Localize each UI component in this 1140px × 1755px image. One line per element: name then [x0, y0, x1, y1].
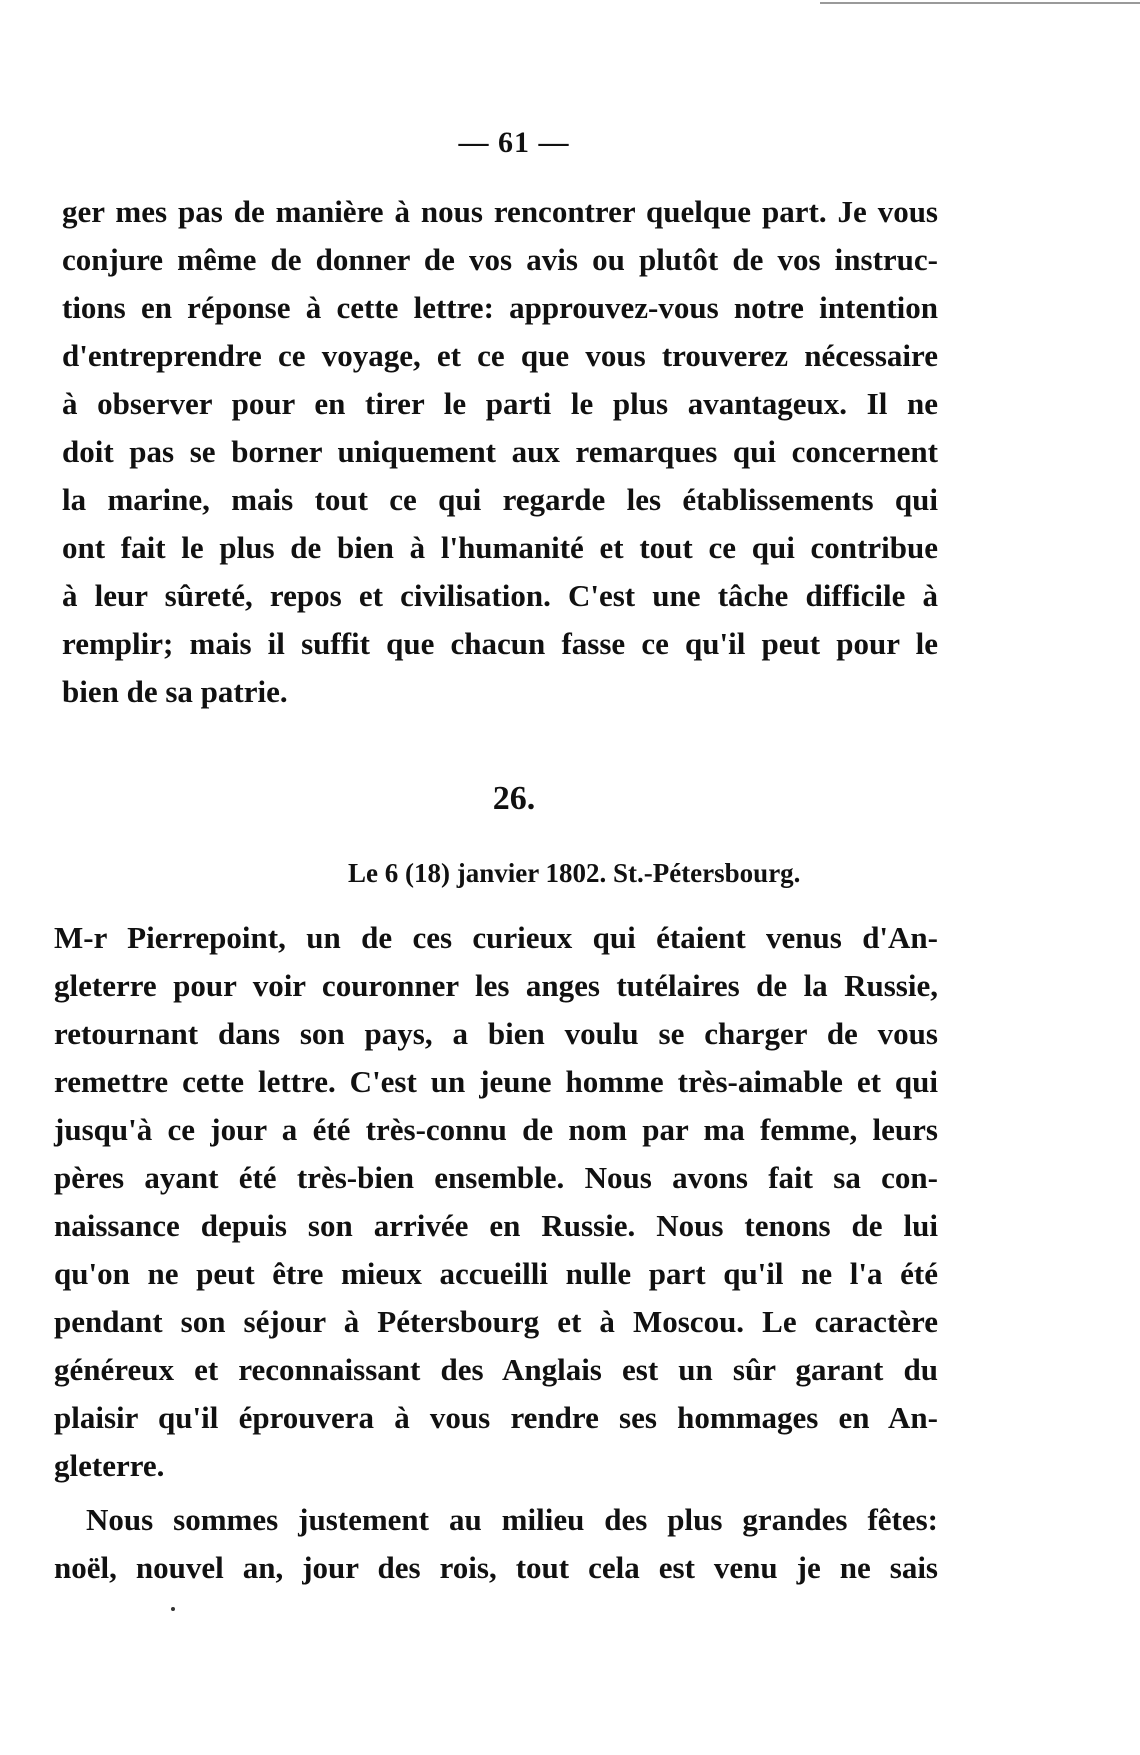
paragraph-3-line-2: noël, nouvel an, jour des rois, tout cela est venu je ne sais [54, 1550, 938, 1585]
paragraph-2-line-3: retournant dans son pays, a bien voulu se charger de vous [54, 1016, 938, 1051]
paragraph-2-line-1: M-r Pierrepoint, un de ces curieux qui étaient venus d'An- [54, 920, 938, 955]
paragraph-2-line-8: qu'on ne peut être mieux accueilli nulle part qu'il ne l'a été [54, 1256, 938, 1291]
paragraph-2-line-10: généreux et reconnaissant des Anglais est un sûr garant du [54, 1352, 938, 1387]
paragraph-2-line-5: jusqu'à ce jour a été très-connu de nom par ma femme, leurs [54, 1112, 938, 1147]
ink-speck [171, 1607, 175, 1611]
paragraph-1-line-10: remplir; mais il suffit que chacun fasse ce qu'il peut pour le [62, 626, 938, 661]
paragraph-2-line-11: plaisir qu'il éprouvera à vous rendre ses hommages en An- [54, 1400, 938, 1435]
paragraph-1-line-1: ger mes pas de manière à nous rencontrer quelque part. Je vous [62, 194, 938, 229]
paragraph-2-line-2: gleterre pour voir couronner les anges tutélaires de la Russie, [54, 968, 938, 1003]
page-number: — 61 — [458, 126, 570, 159]
paragraph-1-line-6: doit pas se borner uniquement aux remarques qui concernent [62, 434, 938, 469]
paragraph-2-line-9: pendant son séjour à Pétersbourg et à Moscou. Le caractère [54, 1304, 938, 1339]
paragraph-1-line-11: bien de sa patrie. [62, 674, 288, 709]
paragraph-1-line-5: à observer pour en tirer le parti le plus avantageux. Il ne [62, 386, 938, 421]
paragraph-2-line-6: pères ayant été très-bien ensemble. Nous avons fait sa con- [54, 1160, 938, 1195]
paragraph-2-line-7: naissance depuis son arrivée en Russie. Nous tenons de lui [54, 1208, 938, 1243]
paragraph-1-line-3: tions en réponse à cette lettre: approuvez-vous notre intention [62, 290, 938, 325]
top-edge-rule [820, 2, 1140, 4]
letter-dateline: Le 6 (18) janvier 1802. St.-Pétersbourg. [348, 858, 801, 888]
paragraph-3-line-1: Nous sommes justement au milieu des plus grandes fêtes: [86, 1502, 938, 1537]
paragraph-1-line-4: d'entreprendre ce voyage, et ce que vous trouverez nécessaire [62, 338, 938, 373]
paragraph-2-line-4: remettre cette lettre. C'est un jeune homme très-aimable et qui [54, 1064, 938, 1099]
paragraph-1-line-9: à leur sûreté, repos et civilisation. C'est une tâche difficile à [62, 578, 938, 613]
paragraph-1-line-7: la marine, mais tout ce qui regarde les établissements qui [62, 482, 938, 517]
paragraph-1-line-8: ont fait le plus de bien à l'humanité et tout ce qui contribue [62, 530, 938, 565]
letter-number: 26. [492, 780, 536, 817]
paragraph-1-line-2: conjure même de donner de vos avis ou plutôt de vos instruc- [62, 242, 938, 277]
paragraph-2-line-12: gleterre. [54, 1448, 165, 1483]
